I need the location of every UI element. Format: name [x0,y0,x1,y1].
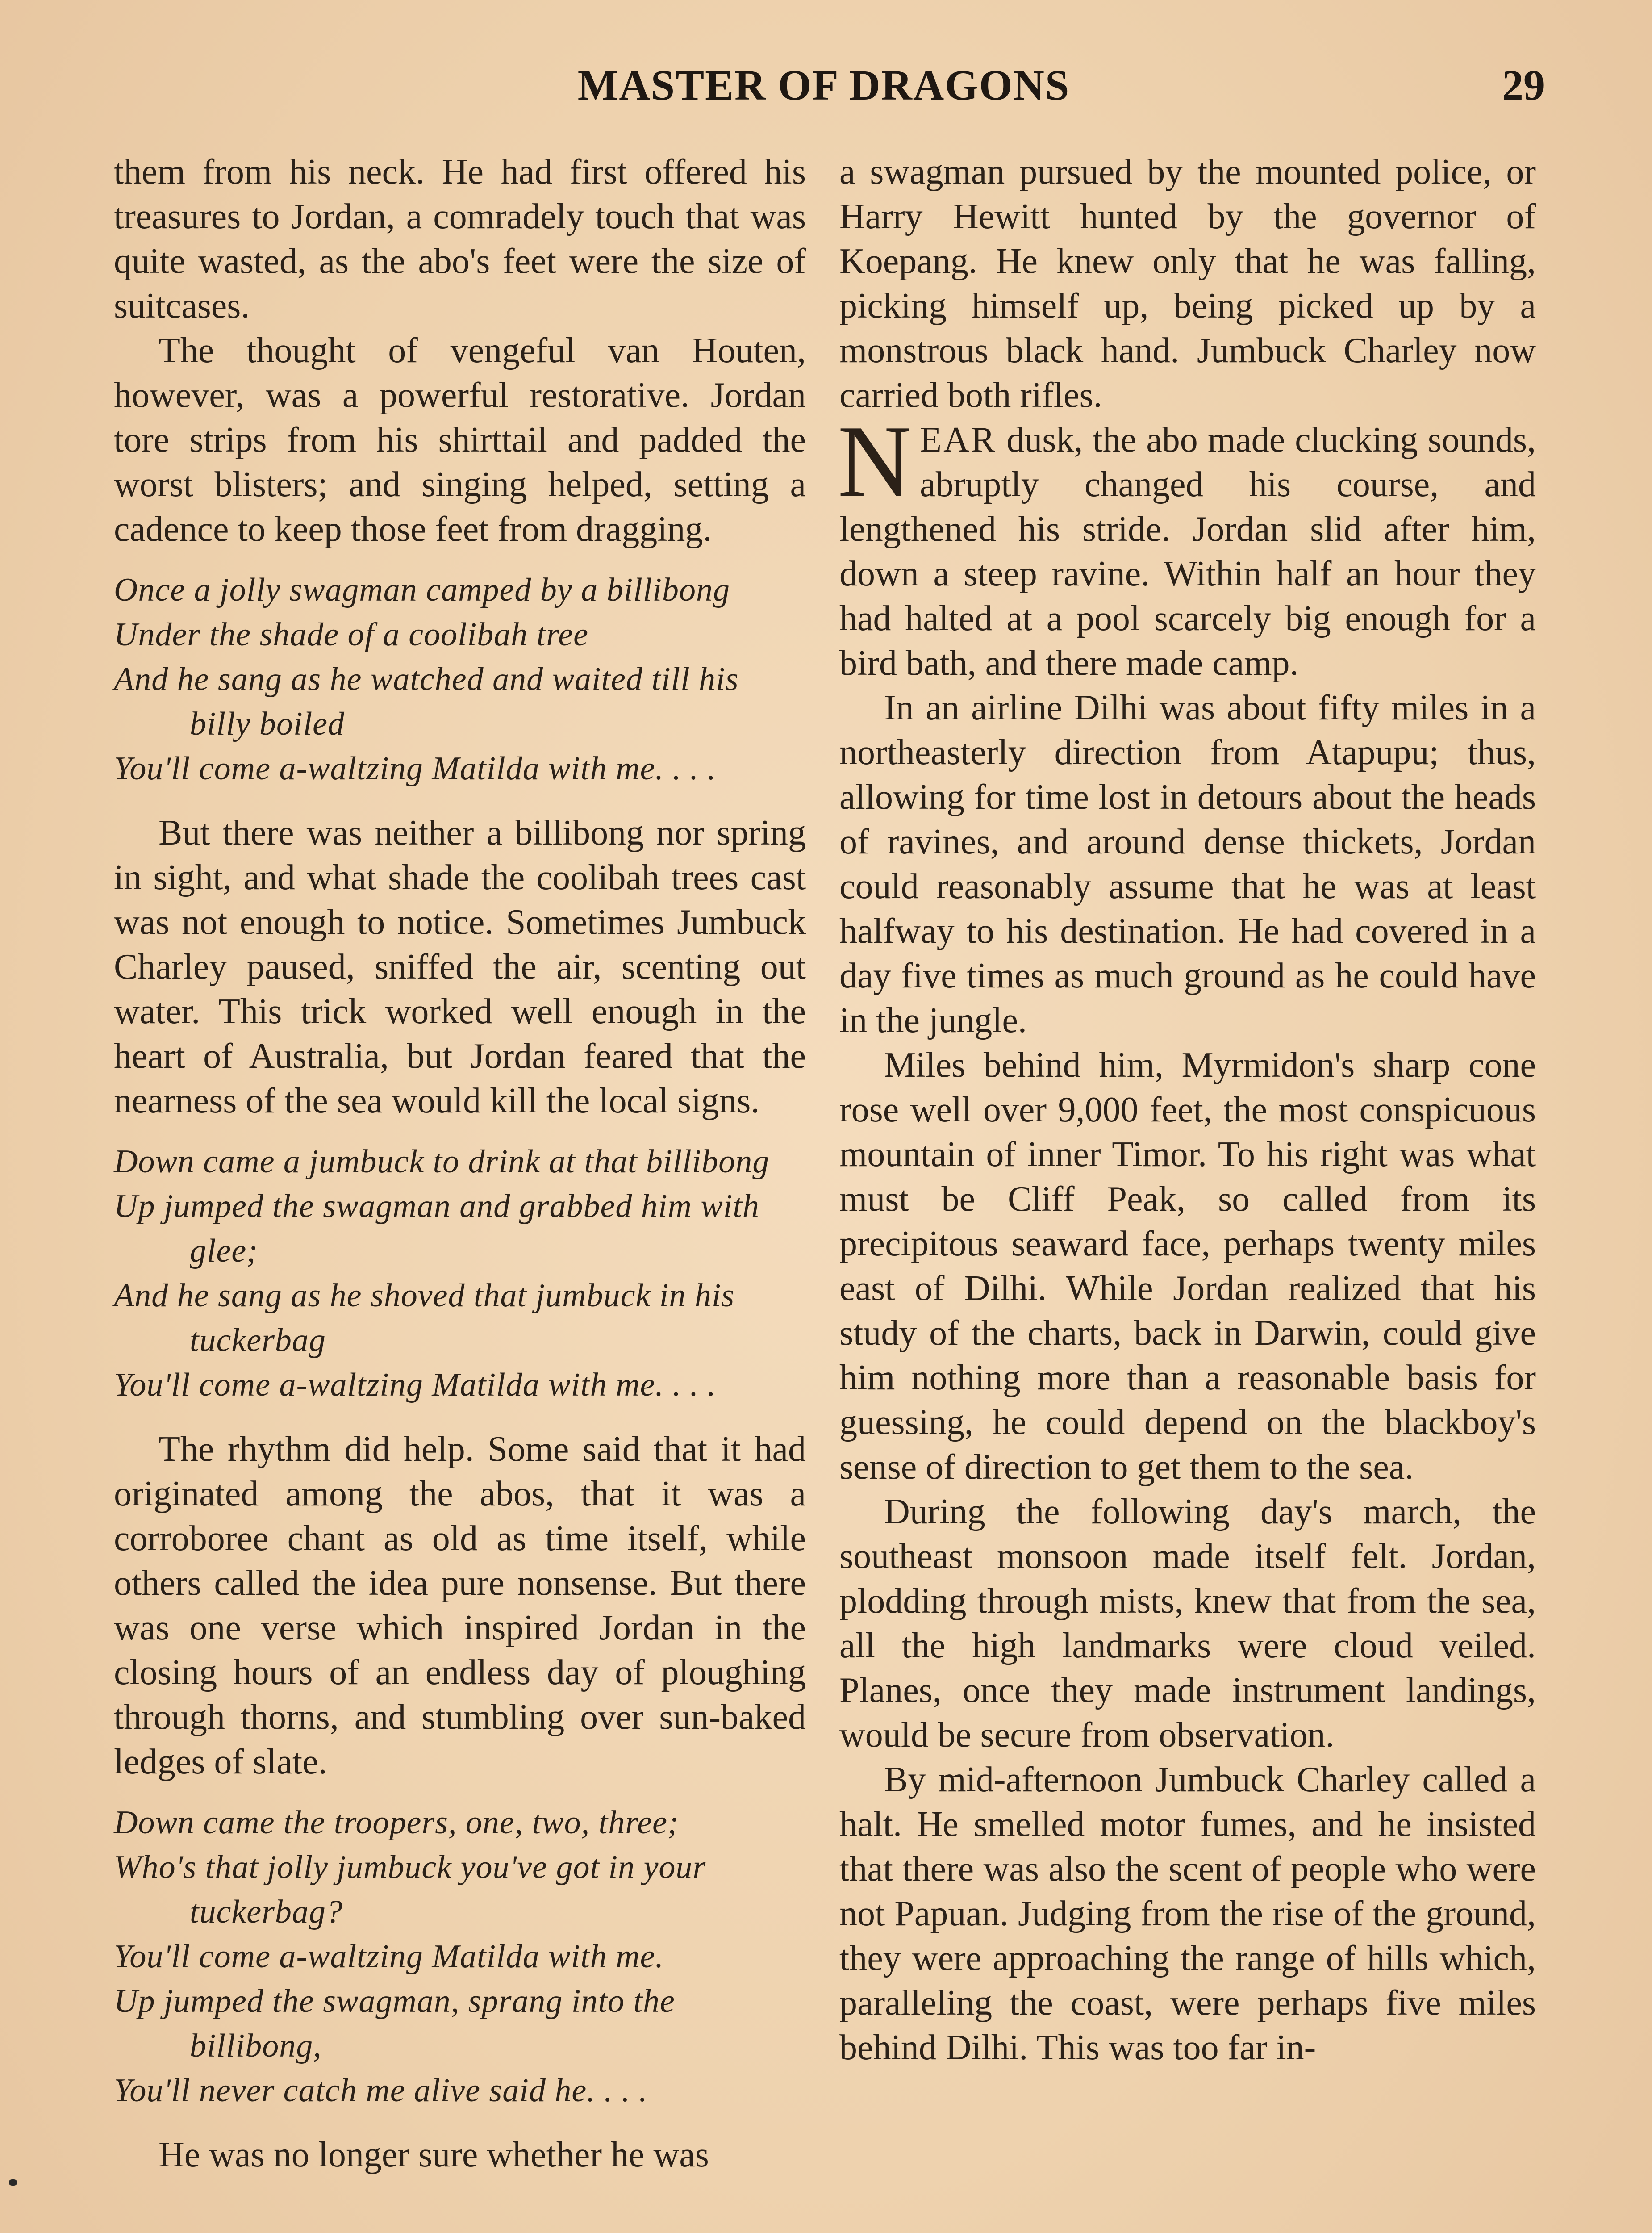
body-paragraph: He was no longer sure whether he was [159,2135,709,2174]
verse-line: Who's that jolly jumbuck you've got in your tuckerbag? [114,1849,706,1930]
song-verse [114,1139,806,1407]
verse-line: You'll come a-waltzing Matilda with me. . . . [114,1367,716,1403]
small-caps-lead: EAR [920,420,997,460]
verse-line: Once a jolly swagman camped by a billibong [114,572,730,608]
verse-line: And he sang as he watched and waited till his billy boiled [114,661,739,742]
body-paragraph: By mid-afternoon Jumbuck Charley called a halt. He smelled motor fumes, and he insisted that there was also the scent of people who were not Papuan. Judging from the rise of the ground, they were approaching the range of hills which, paralleling the coast, were perhaps five miles behind Dilhi. This was too far in- [839,1760,1536,2067]
body-paragraph: a swagman pursued by the mounted police, or Harry Hewitt hunted by the governor of Koepang. He knew only that he was falling, picking himself up, being picked up by a monstrous black hand. Jumbuck Charley now carried both rifles. [839,152,1536,415]
verse-line: And he sang as he shoved that jumbuck in his tuckerbag [114,1277,735,1359]
verse-line: You'll never catch me alive said he. . . . [114,2072,648,2109]
drop-cap-letter: N [838,404,912,518]
verse-line: Down came the troopers, one, two, three; [114,1804,679,1841]
verse-line: Under the shade of a coolibah tree [114,616,588,653]
paragraph-text: dusk, the abo made clucking sounds, abruptly changed his course, and lengthened his stride. Jordan slid after him, down a steep ravine. Within half an hour they had halted at a pool scarcely big enough for a bird bath, and there made camp. [839,420,1536,683]
verse-line: Down came a jumbuck to drink at that billibong [114,1143,770,1180]
verse-line: Up jumped the swagman and grabbed him with glee; [114,1188,759,1269]
verse-line: Up jumped the swagman, sprang into the billibong, [114,1983,675,2064]
right-text-column [839,150,1536,2070]
body-paragraph: During the following day's march, the southeast monsoon made itself felt. Jordan, plodding through mists, knew that from the sea, all the high landmarks were cloud veiled. Planes, once they made instrument landings, would be secure from observation. [839,1492,1536,1755]
body-paragraph: The rhythm did help. Some said that it had originated among the abos, that it was a corroboree chant as old as time itself, while others called the idea pure nonsense. But there was one verse which inspired Jordan in the closing hours of an endless day of ploughing through thorns, and stumbling over sun-baked ledges of slate. [114,1430,806,1781]
song-verse [114,1800,806,2113]
body-paragraph: In an airline Dilhi was about fifty miles in a northeasterly direction from Atapupu; thus, allowing for time lost in detours about the heads of ravines, and around dense thickets, Jordan could reasonably assume that he was at least halfway to his destination. He had covered in a day five times as much ground as he could have in the jungle. [839,688,1536,1040]
left-text-column [114,150,806,2177]
body-paragraph: Miles behind him, Myrmidon's sharp cone rose well over 9,000 feet, the most conspicuous mountain of inner Timor. To his right was what must be Cliff Peak, so called from its precipitous seaward face, perhaps twenty miles east of Dilhi. While Jordan realized that his study of the charts, back in Darwin, could give him nothing more than a reasonable basis for guessing, he could depend on the blackboy's sense of direction to get them to the sea. [839,1045,1536,1487]
verse-line: You'll come a-waltzing Matilda with me. . . . [114,750,716,787]
body-paragraph: But there was neither a billibong nor spring in sight, and what shade the coolibah trees cast was not enough to notice. Sometimes Jumbuck Charley paused, sniffed the air, scenting out water. This trick worked well enough in the heart of Australia, but Jordan feared that the nearness of the sea would kill the local signs. [114,813,806,1121]
page-number: 29 [1502,61,1545,109]
running-head-title: MASTER OF DRAGONS [577,61,1070,109]
paper-speck [9,2179,17,2186]
verse-line: You'll come a-waltzing Matilda with me. [114,1938,664,1975]
body-paragraph: The thought of vengeful van Houten, however, was a powerful restorative. Jordan tore strips from his shirttail and padded the worst blisters; and singing helped, setting a cadence to keep those feet from dragging. [114,331,806,549]
body-paragraph: them from his neck. He had first offered his treasures to Jordan, a comradely touch that was quite wasted, as the abo's feet were the size of suitcases. [114,152,806,326]
song-verse [114,568,806,791]
section-opening-paragraph [838,404,1536,686]
